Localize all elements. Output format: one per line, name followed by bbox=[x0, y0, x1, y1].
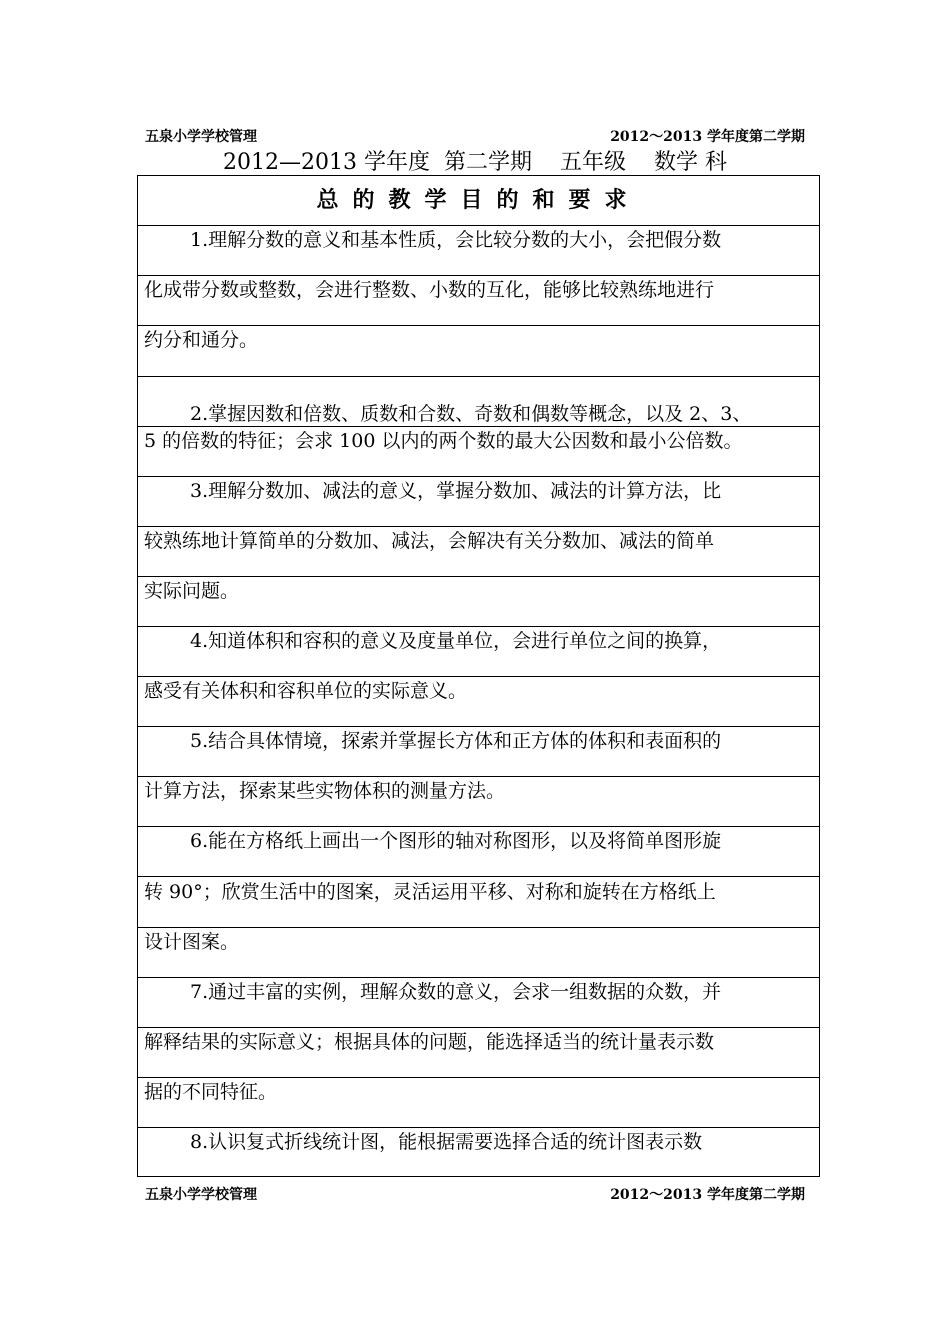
table-rule bbox=[138, 376, 819, 377]
header-term: 2012～2013 学年度第二学期 bbox=[610, 129, 805, 145]
objective-line: 5 的倍数的特征；会求 100 以内的两个数的最大公因数和最小公倍数。 bbox=[144, 430, 743, 452]
table-rule bbox=[138, 476, 819, 477]
table-rule bbox=[138, 726, 819, 727]
objective-line: 2.掌握因数和倍数、质数和合数、奇数和偶数等概念，以及 2、3、 bbox=[190, 403, 752, 425]
table-rule bbox=[138, 927, 819, 928]
footer-term: 2012～2013 学年度第二学期 bbox=[610, 1187, 805, 1203]
table-rule bbox=[138, 426, 819, 427]
table-rule bbox=[138, 325, 819, 326]
table-rule bbox=[138, 776, 819, 777]
objective-line: 转 90°；欣赏生活中的图案，灵活运用平移、对称和旋转在方格纸上 bbox=[144, 881, 716, 903]
objective-line: 约分和通分。 bbox=[144, 329, 259, 351]
objective-line: 7.通过丰富的实例，理解众数的意义，会求一组数据的众数，并 bbox=[190, 981, 722, 1003]
page-footer bbox=[145, 1184, 805, 1204]
table-rule bbox=[138, 977, 819, 978]
table-rule bbox=[138, 576, 819, 577]
table-rule bbox=[138, 876, 819, 877]
objective-line: 6.能在方格纸上画出一个图形的轴对称图形，以及将简单图形旋 bbox=[190, 830, 722, 852]
page-header bbox=[145, 126, 805, 146]
objective-line: 感受有关体积和容积单位的实际意义。 bbox=[144, 680, 468, 702]
objective-line: 据的不同特征。 bbox=[144, 1081, 278, 1103]
objectives-table bbox=[137, 175, 820, 1177]
table-rule bbox=[138, 626, 819, 627]
table-rule bbox=[138, 1077, 819, 1078]
objective-line: 化成带分数或整数，会进行整数、小数的互化，能够比较熟练地进行 bbox=[144, 279, 715, 301]
objective-line: 5.结合具体情境，探索并掌握长方体和正方体的体积和表面积的 bbox=[190, 730, 722, 752]
table-rule bbox=[138, 526, 819, 527]
objective-line: 8.认识复式折线统计图，能根据需要选择合适的统计图表示数 bbox=[190, 1131, 703, 1153]
table-rule bbox=[138, 826, 819, 827]
table-rule bbox=[138, 1027, 819, 1028]
table-rule bbox=[138, 275, 819, 276]
table-rule bbox=[138, 1127, 819, 1128]
table-rule bbox=[138, 225, 819, 226]
objective-line: 实际问题。 bbox=[144, 580, 240, 602]
document-title: 2012—2013 学年度 第二学期 五年级 数学 科 bbox=[223, 150, 727, 175]
table-heading: 总的教学目的和要求 bbox=[316, 188, 641, 213]
table-rule bbox=[138, 676, 819, 677]
objective-line: 计算方法，探索某些实物体积的测量方法。 bbox=[144, 780, 506, 802]
objective-line: 4.知道体积和容积的意义及度量单位，会进行单位之间的换算， bbox=[190, 630, 722, 652]
objective-line: 1.理解分数的意义和基本性质，会比较分数的大小，会把假分数 bbox=[190, 229, 722, 251]
objective-line: 3.理解分数加、减法的意义，掌握分数加、减法的计算方法，比 bbox=[190, 480, 722, 502]
header-school: 五泉小学学校管理 bbox=[145, 129, 257, 145]
objective-line: 设计图案。 bbox=[144, 931, 240, 953]
objective-line: 较熟练地计算简单的分数加、减法，会解决有关分数加、减法的简单 bbox=[144, 530, 715, 552]
footer-school: 五泉小学学校管理 bbox=[145, 1187, 257, 1203]
objective-line: 解释结果的实际意义；根据具体的问题，能选择适当的统计量表示数 bbox=[144, 1031, 715, 1053]
